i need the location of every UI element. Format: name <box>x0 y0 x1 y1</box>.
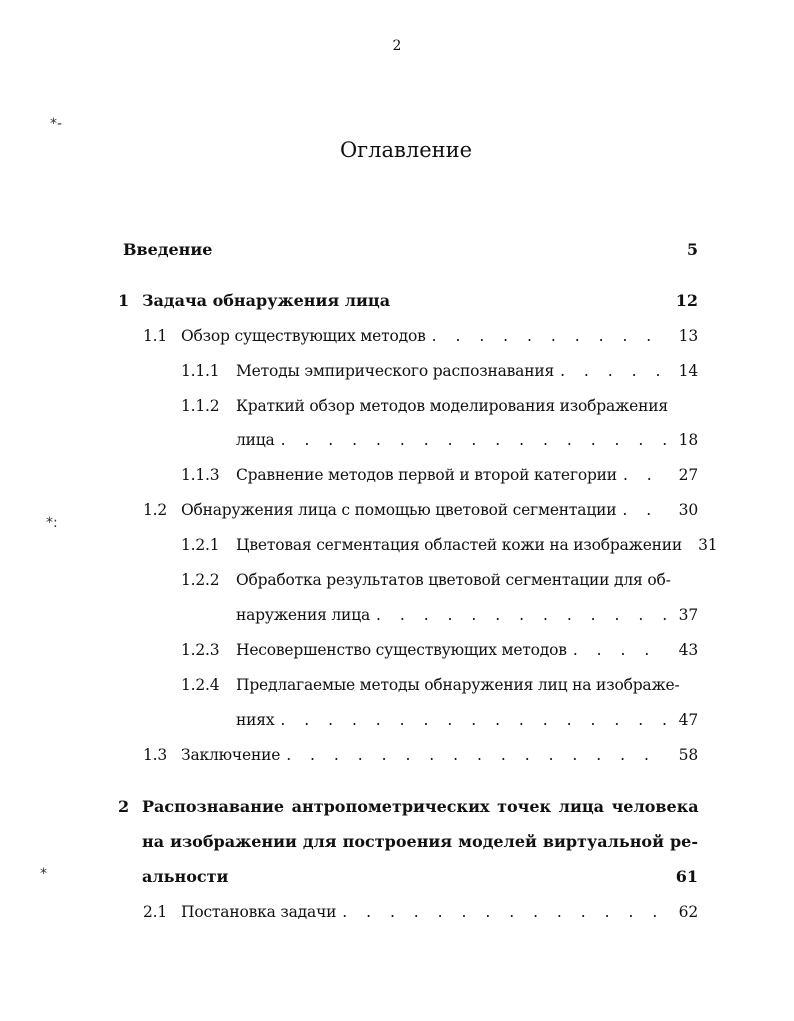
toc-entry-1-3 <box>181 746 698 764</box>
toc-entry-number: 1.2 <box>143 501 168 519</box>
toc-entry-1-2-4 <box>236 711 698 729</box>
toc-entry-title: Обработка результатов цветовой сегментации для об- <box>236 571 671 589</box>
toc-entry-number: 1.1 <box>143 327 168 345</box>
toc-entry-number: 1.2.3 <box>181 641 220 659</box>
toc-entry-1-2 <box>181 501 698 519</box>
toc-title: Оглавление <box>339 138 473 162</box>
toc-entry-1-1-1 <box>236 362 698 380</box>
toc-entry-page: 12 <box>675 291 698 310</box>
leader-dots <box>370 606 669 624</box>
leader-dots <box>274 711 668 729</box>
toc-entry-1-2-1 <box>236 536 718 554</box>
toc-entry-title-continued: альности <box>142 867 229 886</box>
toc-entry-title: Обнаружения лица с помощью цветовой сегментации <box>181 501 617 519</box>
toc-entry-number: 2 <box>118 797 130 816</box>
toc-entry-2-1 <box>181 903 698 921</box>
toc-entry-page: 61 <box>675 867 698 886</box>
toc-entry-1-1-2 <box>236 431 698 449</box>
leader-dots <box>616 501 668 519</box>
leader-dots <box>567 641 669 659</box>
leader-dots <box>275 431 669 449</box>
toc-entry-page: 27 <box>678 466 698 484</box>
margin-mark: *- <box>50 116 63 132</box>
leader-dots <box>426 327 669 345</box>
toc-entry-title-continued: на изображении для построения моделей виртуальной ре- <box>142 832 698 851</box>
toc-entry-page: 31 <box>698 536 718 554</box>
margin-mark: * <box>40 866 47 882</box>
toc-entry-number: 1.1.1 <box>181 362 220 380</box>
toc-entry-page: 47 <box>678 711 698 729</box>
toc-entry-number: 1 <box>118 291 130 310</box>
leader-dots <box>336 903 668 921</box>
toc-entry-title: Сравнение методов первой и второй категории <box>236 466 617 484</box>
toc-entry-title: Постановка задачи <box>181 903 337 921</box>
toc-entry-page: 30 <box>678 501 698 519</box>
leader-dots <box>554 362 669 380</box>
toc-entry-number: 1.2.2 <box>181 571 220 589</box>
toc-entry-title: Задача обнаружения лица <box>142 291 391 310</box>
toc-entry-number: 1.3 <box>143 746 168 764</box>
toc-entry-title: Несовершенство существующих методов <box>236 641 567 659</box>
toc-entry-number: 1.1.2 <box>181 397 220 415</box>
toc-entry-number: 1.2.4 <box>181 676 220 694</box>
toc-entry-title-continued: ниях <box>236 711 275 729</box>
toc-entry-page: 37 <box>678 606 698 624</box>
toc-entry-title-continued: наружения лица <box>236 606 370 624</box>
toc-entry-title: Методы эмпирического распознавания <box>236 362 555 380</box>
toc-entry-title: Обзор существующих методов <box>181 327 426 345</box>
toc-entry-title-continued: лица <box>236 431 275 449</box>
toc-entry-title: Распознавание антропометрических точек лица человека <box>142 797 699 816</box>
margin-mark: *: <box>46 515 58 531</box>
toc-entry-1-2-2 <box>236 606 698 624</box>
toc-entry-1-2-3 <box>236 641 698 659</box>
toc-entry-title: Введение <box>123 240 213 259</box>
toc-entry-title: Предлагаемые методы обнаружения лиц на изображе- <box>236 676 680 694</box>
toc-entry-number: 1.2.1 <box>181 536 220 554</box>
page-number: 2 <box>392 38 402 54</box>
toc-entry-page: 43 <box>678 641 698 659</box>
toc-entry-title: Заключение <box>181 746 281 764</box>
toc-entry-page: 5 <box>686 240 698 259</box>
toc-entry-number: 1.1.3 <box>181 466 220 484</box>
toc-entry-page: 14 <box>678 362 698 380</box>
leader-dots <box>280 746 668 764</box>
leader-dots <box>617 466 669 484</box>
toc-entry-title: Цветовая сегментация областей кожи на изображении <box>236 536 683 554</box>
toc-entry-1-1-3 <box>236 466 698 484</box>
toc-entry-page: 18 <box>678 431 698 449</box>
toc-entry-page: 58 <box>678 746 698 764</box>
toc-entry-page: 13 <box>678 327 698 345</box>
toc-entry-number: 2.1 <box>143 903 168 921</box>
toc-entry-page: 62 <box>678 903 698 921</box>
toc-entry-1-1 <box>181 327 698 345</box>
toc-entry-title: Краткий обзор методов моделирования изображения <box>236 397 668 415</box>
